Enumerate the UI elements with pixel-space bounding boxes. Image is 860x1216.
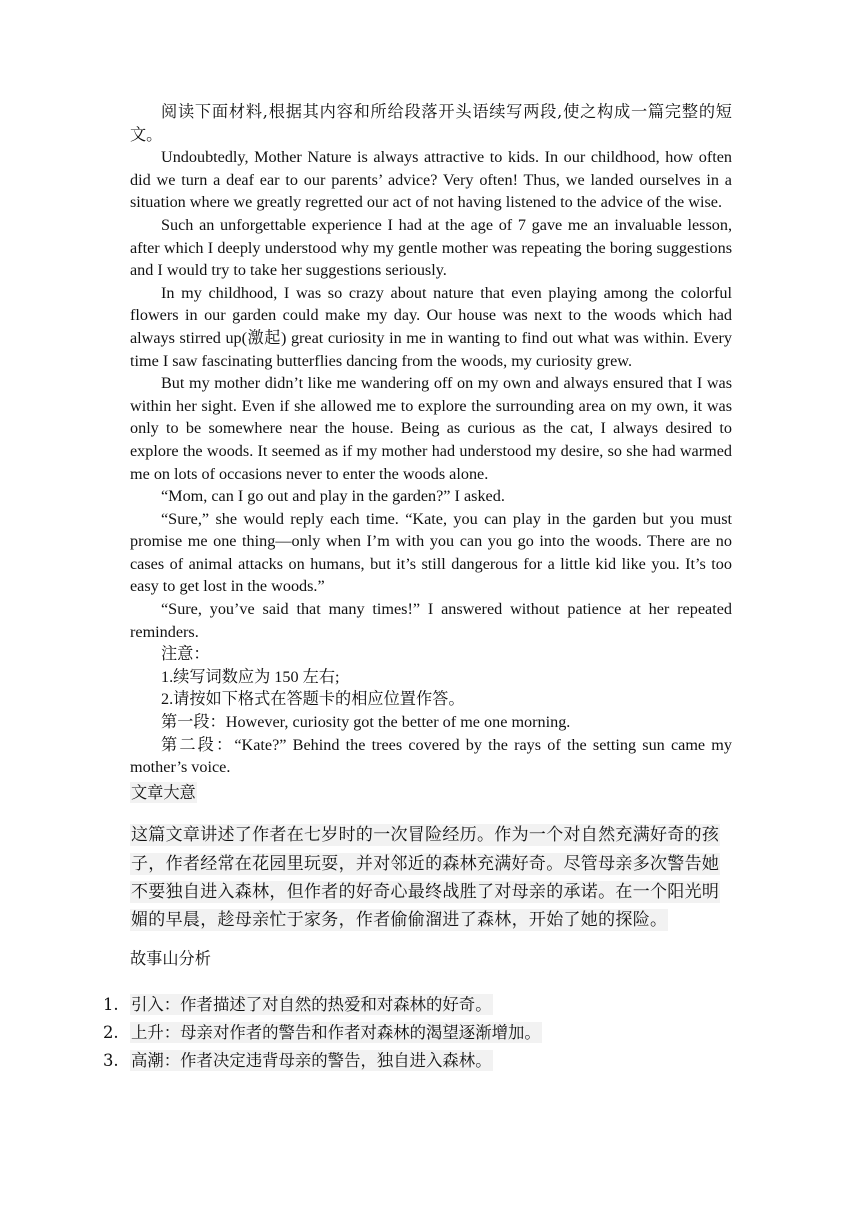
story-mountain-heading: 故事山分析 [130, 949, 211, 969]
story-mountain-list [103, 991, 732, 1076]
story-paragraph: “Sure, you’ve said that many times!” I answered without patience at her repeated reminders. [130, 600, 732, 641]
list-item: 1. 引入：作者描述了对自然的热爱和对森林的好奇。 [103, 994, 492, 1014]
summary-text: 这篇文章讲述了作者在七岁时的一次冒险经历。作为一个对自然充满好奇的孩子，作者经常在花园里玩耍，并对邻近的森林充满好奇。尽管母亲多次警告她不要独自进入森林，但作者的好奇心最终战胜了对母亲的承诺。在一个阳光明媚的早晨，趁母亲忙于家务，作者偷偷溜进了森林，开始了她的探险。 [131, 825, 720, 931]
note-item: 2.请按如下格式在答题卡的相应位置作答。 [161, 690, 465, 709]
list-item: 3. 高潮：作者决定违背母亲的警告，独自进入森林。 [103, 1051, 492, 1071]
story-paragraph: Undoubtedly, Mother Nature is always attractive to kids. In our childhood, how often did we turn a deaf ear to our parents’ advice? Very often! Thus, we landed ourselves in a situation where we greatly regretted our act of not having listened to the advice of the wise. [130, 148, 732, 212]
notes-label: 注意： [161, 644, 210, 664]
task-instruction: 阅读下面材料,根据其内容和所给段落开头语续写两段,使之构成一篇完整的短文。 [130, 102, 732, 144]
story-paragraph: Such an unforgettable experience I had at the age of 7 gave me an invaluable lesson, after which I deeply understood why my gentle mother was repeating the boring suggestions and I would try to take her suggestions seriously. [130, 215, 732, 280]
story-paragraph: But my mother didn’t like me wandering off on my own and always ensured that I was within her sight. Even if she allowed me to explore the surrounding area on my own, it was only to be somewhere near the house. Being as curious as the cat, I always desired to explore the woods. It seemed as if my mother had understood my desire, so she had warmed me on lots of occasions never to enter the woods alone. [130, 374, 732, 483]
document-body [103, 101, 732, 1075]
story-paragraph: “Sure,” she would reply each time. “Kate, you can play in the garden but you must promise me one thing—only when I’m with you can you go into the woods. There are no cases of animal attacks on humans, but it’s still dangerous for a little kid like you. It’s too easy to get lost in the woods.” [130, 509, 732, 596]
story-paragraph: “Mom, can I go out and play in the garden?” I asked. [161, 487, 505, 506]
paragraph-one-opening: 第一段：However, curiosity got the better of me one morning. [161, 713, 571, 732]
note-item: 1.续写词数应为 150 左右; [161, 667, 340, 686]
paragraph-two-opening: 第二段：“Kate?” Behind the trees covered by the rays of the setting sun came my mother’s voice. [130, 735, 732, 777]
story-paragraph: In my childhood, I was so crazy about nature that even playing among the colorful flowers in our garden could make my day. Our house was next to the woods which had always stirred up(激起) great curiosity in me in wanting to find out what was within. Every time I saw fascinating butterflies dancing from the woods, my curiosity grew. [130, 283, 732, 370]
list-item: 2. 上升：母亲对作者的警告和作者对森林的渴望逐渐增加。 [103, 1023, 541, 1043]
summary-heading: 文章大意 [131, 782, 196, 802]
